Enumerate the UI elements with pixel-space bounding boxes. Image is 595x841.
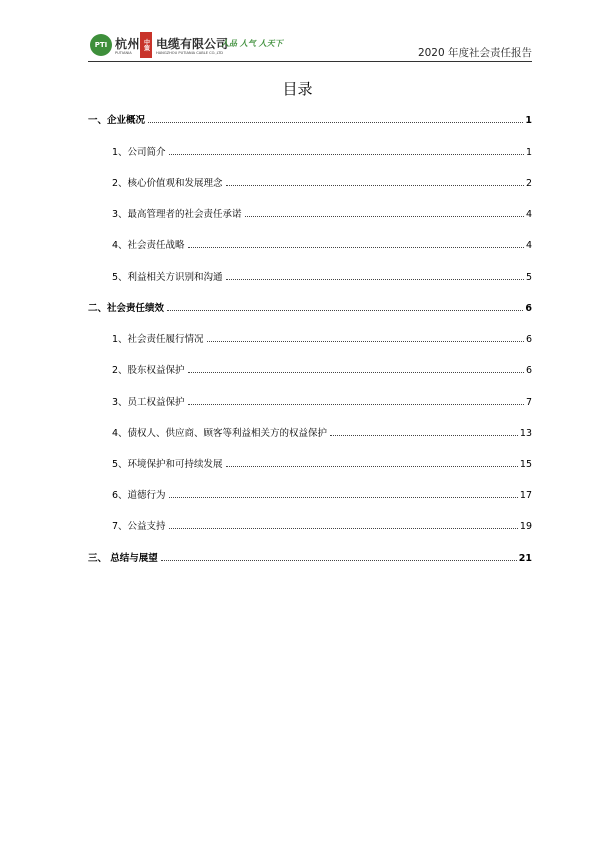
- logo-company-name-right: 电缆有限公司: [156, 37, 229, 51]
- toc-entry-title: 1、社会责任履行情况: [112, 334, 204, 345]
- toc-dot-leader: [226, 185, 524, 186]
- toc-dot-leader: [169, 497, 518, 498]
- logo-emblem-icon: [90, 34, 112, 56]
- toc-entry-page-number: 6: [525, 334, 532, 345]
- toc-entry-page-number: 1: [525, 115, 532, 126]
- toc-chapter-entry[interactable]: [88, 548, 532, 564]
- toc-entry-title: 3、员工权益保护: [112, 397, 185, 408]
- logo-seal-text: 中策: [142, 39, 150, 51]
- toc-entry-page-number: 7: [525, 397, 532, 408]
- toc-section-entry[interactable]: [88, 173, 532, 189]
- logo-company-name-left: 杭州: [115, 37, 141, 51]
- toc-chapter-entry[interactable]: [88, 110, 532, 126]
- toc-entry-page-number: 1: [525, 147, 532, 158]
- toc-title: 目录: [282, 80, 313, 98]
- toc-section-entry[interactable]: [88, 392, 532, 408]
- toc-dot-leader: [188, 404, 524, 405]
- toc-entry-title: 6、道德行为: [112, 490, 166, 501]
- company-logo: [88, 32, 313, 62]
- logo-subtitle-left: PUTIANIA: [115, 51, 132, 55]
- toc-entry-title: 4、债权人、供应商、顾客等利益相关方的权益保护: [112, 428, 328, 439]
- toc-entry-title: 5、环境保护和可持续发展: [112, 459, 223, 470]
- toc-dot-leader: [161, 560, 517, 561]
- page-header: [88, 26, 532, 62]
- logo-subtitle-right: HANGZHOU PUTIANIA CABLE CO.,LTD: [156, 51, 224, 55]
- toc-entry-page-number: 21: [518, 553, 532, 564]
- toc-section-entry[interactable]: [88, 235, 532, 251]
- toc-section-entry[interactable]: [88, 267, 532, 283]
- toc-entry-page-number: 13: [519, 428, 532, 439]
- toc-entry-title: 一、企业概况: [88, 115, 146, 126]
- toc-dot-leader: [169, 154, 524, 155]
- logo-slogan: 人品 人气 人天下: [221, 38, 283, 48]
- toc-entry-page-number: 2: [525, 178, 532, 189]
- toc-entry-page-number: 5: [525, 272, 532, 283]
- logo-seal-icon: [140, 32, 152, 58]
- toc-section-entry[interactable]: [88, 142, 532, 158]
- toc-dot-leader: [226, 466, 518, 467]
- toc-dot-leader: [167, 310, 523, 311]
- toc-chapter-entry[interactable]: [88, 298, 532, 314]
- toc-dot-leader: [148, 122, 523, 123]
- toc-entry-title: 1、公司简介: [112, 147, 166, 158]
- toc-entry-title: 2、股东权益保护: [112, 365, 185, 376]
- toc-entry-page-number: 17: [519, 490, 532, 501]
- toc-entry-title: 4、社会责任战略: [112, 240, 185, 251]
- toc-section-entry[interactable]: [88, 485, 532, 501]
- toc-dot-leader: [169, 528, 518, 529]
- toc-section-entry[interactable]: [88, 204, 532, 220]
- toc-dot-leader: [207, 341, 524, 342]
- toc-dot-leader: [245, 216, 524, 217]
- toc-entry-page-number: 19: [519, 521, 532, 532]
- toc-dot-leader: [226, 279, 524, 280]
- toc-entry-page-number: 4: [525, 209, 532, 220]
- toc-entry-title: 二、社会责任绩效: [88, 303, 165, 314]
- toc-section-entry[interactable]: [88, 516, 532, 532]
- toc-entry-page-number: 6: [525, 303, 532, 314]
- toc-entry-title: 2、核心价值观和发展理念: [112, 178, 223, 189]
- toc-entry-title: 三、 总结与展望: [88, 553, 158, 564]
- toc-entry-page-number: 4: [525, 240, 532, 251]
- toc-entry-title: 7、公益支持: [112, 521, 166, 532]
- toc-dot-leader: [188, 372, 524, 373]
- toc-dot-leader: [330, 435, 518, 436]
- header-divider: [88, 61, 532, 62]
- toc-entry-page-number: 6: [525, 365, 532, 376]
- toc-section-entry[interactable]: [88, 454, 532, 470]
- report-title: 2020 年度社会责任报告: [417, 47, 532, 59]
- toc-section-entry[interactable]: [88, 423, 532, 439]
- toc-entry-title: 5、利益相关方识别和沟通: [112, 272, 223, 283]
- toc-section-entry[interactable]: [88, 329, 532, 345]
- toc-section-entry[interactable]: [88, 360, 532, 376]
- toc-entry-title: 3、最高管理者的社会责任承诺: [112, 209, 242, 220]
- toc-entry-page-number: 15: [519, 459, 532, 470]
- toc-dot-leader: [188, 247, 524, 248]
- logo-emblem-text: PTI: [94, 41, 108, 49]
